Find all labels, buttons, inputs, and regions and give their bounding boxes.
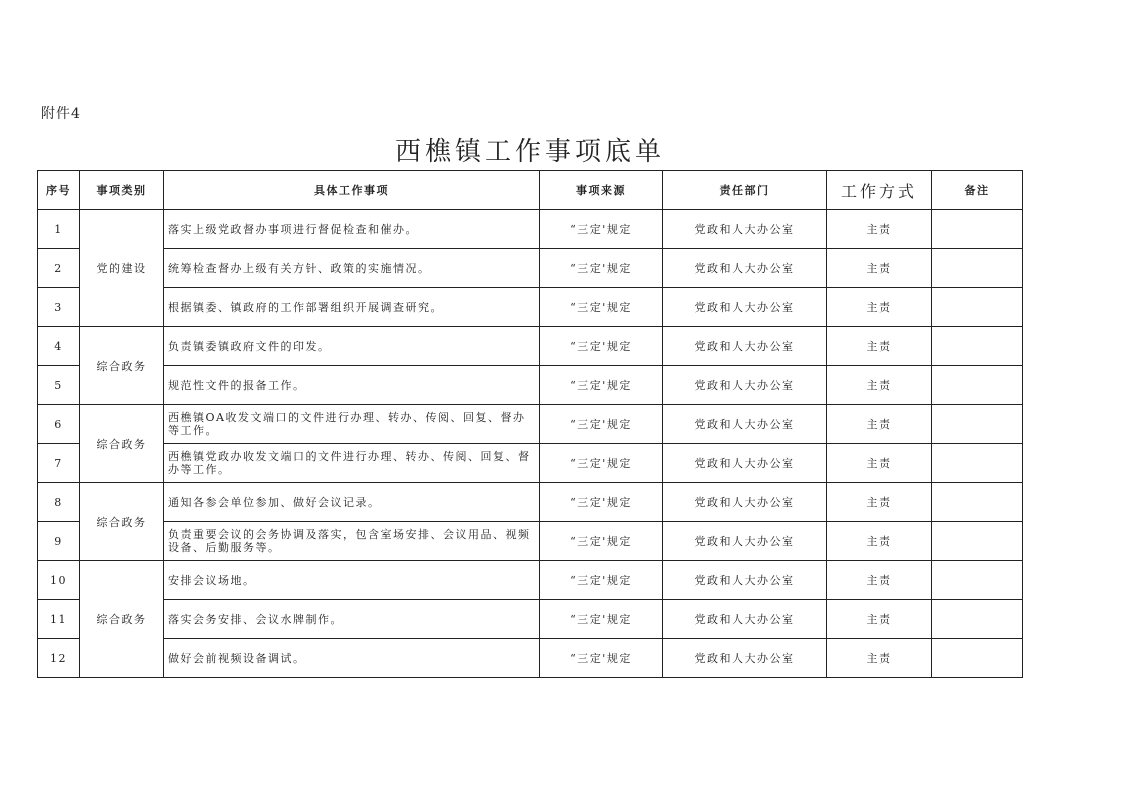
task-cell: 统筹检查督办上级有关方针、政策的实施情况。: [164, 249, 540, 288]
dept-cell: 党政和人大办公室: [663, 600, 827, 639]
remark-cell: [932, 288, 1023, 327]
dept-cell: 党政和人大办公室: [663, 288, 827, 327]
source-cell: “三定'规定: [540, 639, 663, 678]
mode-cell: 主责: [827, 561, 932, 600]
dept-cell: 党政和人大办公室: [663, 561, 827, 600]
header-source: 事项来源: [540, 171, 663, 210]
dept-cell: 党政和人大办公室: [663, 444, 827, 483]
source-cell: “三定'规定: [540, 483, 663, 522]
table-row: [38, 210, 1023, 249]
dept-cell: 党政和人大办公室: [663, 249, 827, 288]
remark-cell: [932, 483, 1023, 522]
remark-cell: [932, 522, 1023, 561]
attachment-label: 附件4: [41, 106, 81, 122]
source-cell: “三定'规定: [540, 561, 663, 600]
seq-cell: 4: [38, 327, 80, 366]
table-row: [38, 366, 1023, 405]
remark-cell: [932, 405, 1023, 444]
source-cell: “三定'规定: [540, 600, 663, 639]
table-row: [38, 561, 1023, 600]
table-row: [38, 327, 1023, 366]
mode-cell: 主责: [827, 444, 932, 483]
table-row: [38, 600, 1023, 639]
source-cell: “三定'规定: [540, 327, 663, 366]
header-seq: 序号: [38, 171, 80, 210]
table-row: [38, 249, 1023, 288]
seq-cell: 11: [38, 600, 80, 639]
source-cell: “三定'规定: [540, 405, 663, 444]
dept-cell: 党政和人大办公室: [663, 483, 827, 522]
remark-cell: [932, 561, 1023, 600]
mode-cell: 主责: [827, 600, 932, 639]
task-cell: 负责镇委镇政府文件的印发。: [164, 327, 540, 366]
source-cell: “三定'规定: [540, 522, 663, 561]
remark-cell: [932, 444, 1023, 483]
seq-cell: 3: [38, 288, 80, 327]
remark-cell: [932, 327, 1023, 366]
dept-cell: 党政和人大办公室: [663, 210, 827, 249]
task-cell: 安排会议场地。: [164, 561, 540, 600]
task-cell: 根据镇委、镇政府的工作部署组织开展调查研究。: [164, 288, 540, 327]
table-row: [38, 288, 1023, 327]
header-task: 具体工作事项: [164, 171, 540, 210]
source-cell: “三定'规定: [540, 249, 663, 288]
task-cell: 落实会务安排、会议水牌制作。: [164, 600, 540, 639]
table-body: [38, 210, 1023, 678]
mode-cell: 主责: [827, 327, 932, 366]
mode-cell: 主责: [827, 210, 932, 249]
category-cell: 综合政务: [80, 483, 164, 561]
category-cell: 综合政务: [80, 405, 164, 483]
remark-cell: [932, 600, 1023, 639]
seq-cell: 2: [38, 249, 80, 288]
mode-cell: 主责: [827, 522, 932, 561]
task-cell: 西樵镇OA收发文端口的文件进行办理、转办、传阅、回复、督办等工作。: [164, 405, 540, 444]
seq-cell: 6: [38, 405, 80, 444]
task-cell: 西樵镇党政办收发文端口的文件进行办理、转办、传阅、回复、督办等工作。: [164, 444, 540, 483]
category-cell: 综合政务: [80, 561, 164, 678]
header-remark: 备注: [932, 171, 1023, 210]
table-row: [38, 405, 1023, 444]
task-cell: 通知各参会单位参加、做好会议记录。: [164, 483, 540, 522]
category-cell: 党的建设: [80, 210, 164, 327]
task-cell: 做好会前视频设备调试。: [164, 639, 540, 678]
table-row: [38, 639, 1023, 678]
mode-cell: 主责: [827, 249, 932, 288]
remark-cell: [932, 249, 1023, 288]
remark-cell: [932, 210, 1023, 249]
header-category: 事项类别: [80, 171, 164, 210]
work-items-table: [37, 170, 1023, 678]
seq-cell: 1: [38, 210, 80, 249]
source-cell: “三定'规定: [540, 366, 663, 405]
source-cell: “三定'规定: [540, 444, 663, 483]
seq-cell: 10: [38, 561, 80, 600]
remark-cell: [932, 639, 1023, 678]
dept-cell: 党政和人大办公室: [663, 327, 827, 366]
dept-cell: 党政和人大办公室: [663, 405, 827, 444]
mode-cell: 主责: [827, 405, 932, 444]
source-cell: “三定'规定: [540, 288, 663, 327]
dept-cell: 党政和人大办公室: [663, 366, 827, 405]
mode-cell: 主责: [827, 639, 932, 678]
table-row: [38, 483, 1023, 522]
dept-cell: 党政和人大办公室: [663, 639, 827, 678]
table-row: [38, 444, 1023, 483]
task-cell: 落实上级党政督办事项进行督促检查和催办。: [164, 210, 540, 249]
seq-cell: 5: [38, 366, 80, 405]
source-cell: “三定'规定: [540, 210, 663, 249]
document-title: 西樵镇工作事项底单: [394, 137, 665, 167]
seq-cell: 9: [38, 522, 80, 561]
mode-cell: 主责: [827, 366, 932, 405]
mode-cell: 主责: [827, 288, 932, 327]
dept-cell: 党政和人大办公室: [663, 522, 827, 561]
table-row: [38, 522, 1023, 561]
category-cell: 综合政务: [80, 327, 164, 405]
task-cell: 规范性文件的报备工作。: [164, 366, 540, 405]
header-mode: 工作方式: [827, 171, 932, 210]
task-cell: 负责重要会议的会务协调及落实，包含室场安排、会议用品、视频设备、后勤服务等。: [164, 522, 540, 561]
remark-cell: [932, 366, 1023, 405]
header-dept: 责任部门: [663, 171, 827, 210]
table-header-row: [38, 171, 1023, 210]
seq-cell: 12: [38, 639, 80, 678]
mode-cell: 主责: [827, 483, 932, 522]
seq-cell: 8: [38, 483, 80, 522]
seq-cell: 7: [38, 444, 80, 483]
